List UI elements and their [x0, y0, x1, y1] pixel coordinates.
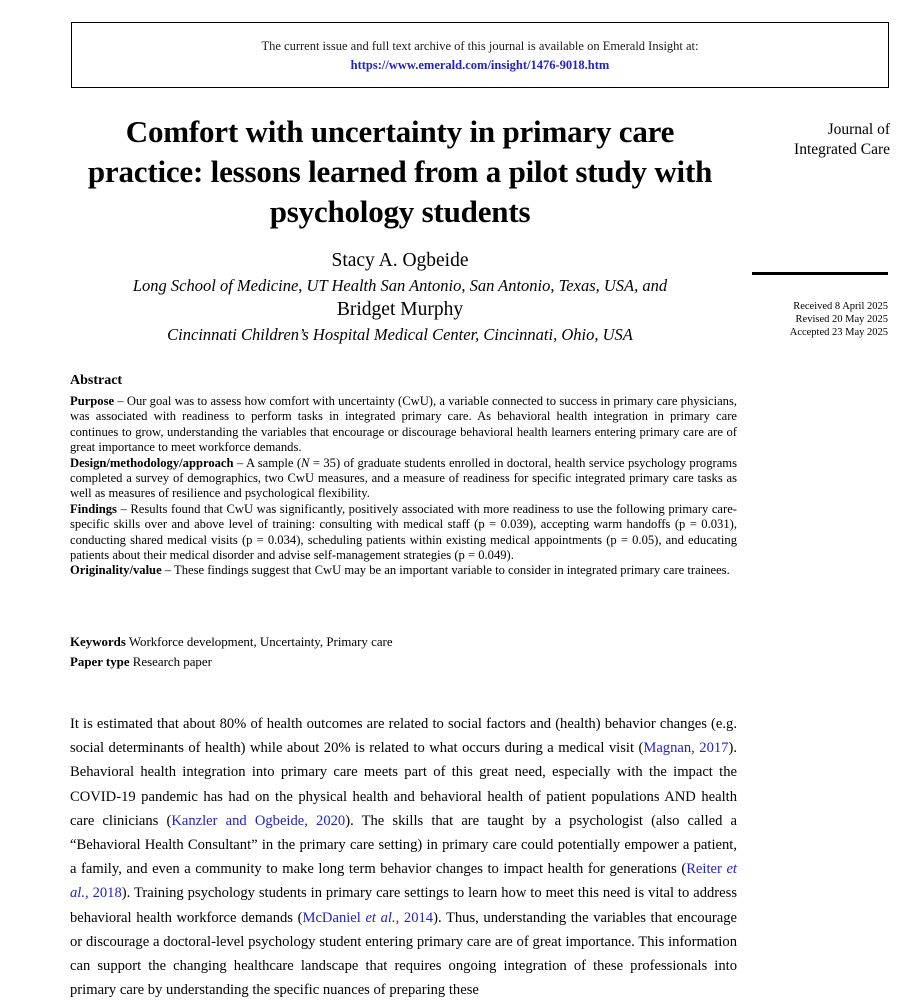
author-name-1: Stacy A. Ogbeide — [331, 250, 469, 271]
body-paragraph-1 — [70, 712, 737, 1002]
emerald-notice-box — [71, 22, 889, 88]
keywords-block — [70, 632, 737, 672]
body-text-run: ). Training psychology students in primary care settings to learn how to meet this need is vital to address behavioral health workforce demands ( — [70, 885, 737, 926]
abstract-originality-label: Originality/value — [70, 563, 162, 578]
abstract-purpose — [70, 394, 737, 456]
author-affiliation-1: Long School of Medicine, UT Health San Antonio, San Antonio, Texas, USA, and — [132, 276, 668, 295]
notice-text: The current issue and full text archive of this journal is available on Emerald Insight at: — [261, 39, 699, 53]
abstract-design-n: N — [301, 455, 310, 470]
citation-link[interactable]: Magnan, 2017 — [643, 740, 729, 757]
date-revised: Revised 20 May 2025 — [795, 314, 888, 325]
journal-title-line2: Integrated Care — [794, 141, 890, 158]
author-affiliation-2: Cincinnati Children’s Hospital Medical Center, Cincinnati, Ohio, USA — [167, 325, 633, 344]
abstract-findings-label: Findings — [70, 501, 117, 516]
abstract-purpose-text: – Our goal was to assess how comfort with uncertainty (CwU), a variable connected to success in primary care physicians, was associated with readiness to perform tasks in integrated primary care. As behavioral health integration in primary care continues to grow, understanding the variables that encourage or discourage behavioral health learners entering primary care are of great importance to meet workforce demands. — [70, 394, 737, 455]
paper-type-value: Research paper — [132, 655, 212, 669]
abstract-design-text-pre: – A sample ( — [233, 455, 302, 470]
citation-link[interactable]: Reiter et al., 2018 — [70, 861, 737, 902]
date-accepted: Accepted 23 May 2025 — [789, 327, 888, 338]
abstract-body — [70, 394, 737, 579]
publication-dates — [740, 300, 888, 339]
citation-link[interactable]: Kanzler and Ogbeide, 2020 — [171, 812, 346, 829]
date-received: Received 8 April 2025 — [793, 301, 888, 312]
keywords-label: Keywords — [70, 635, 126, 649]
body-text-run: ). Thus, understanding the variables that encourage or discourage a doctoral-level psychology student entering primary care are of great importance. This information can support the changing healthcare landscape that requires ongoing integration of these professionals into primary care by understanding the specific nuances of preparing these — [70, 909, 737, 999]
body-text-run: It is estimated that about 80% of health outcomes are related to social factors and (health) behavior changes (e.g. social determinants of health) while about 20% is related to what occurs during a medical visit ( — [70, 716, 737, 757]
page-title: Comfort with uncertainty in primary care practice: lessons learned from a pilot study with psychology students — [87, 114, 713, 229]
abstract-originality — [70, 563, 737, 578]
paper-type-row — [70, 652, 737, 672]
paper-type-label: Paper type — [70, 655, 130, 669]
abstract-design — [70, 456, 737, 502]
abstract-originality-text: – These findings suggest that CwU may be an important variable to consider in integrated primary care trainees. — [161, 563, 730, 578]
body-text-run: ). Behavioral health integration into primary care meets part of this great need, especially with the impact the COVID-19 pandemic has had on the physical health and behavioral health of patient populations AND health care clinicians ( — [70, 740, 737, 829]
divider-rule — [752, 272, 888, 275]
citation-link[interactable]: McDaniel et al., 2014 — [302, 909, 434, 926]
journal-archive-link[interactable]: https://www.emerald.com/insight/1476-9018.htm — [350, 58, 610, 72]
author-name-2: Bridget Murphy — [336, 299, 464, 320]
abstract-purpose-label: Purpose — [70, 394, 115, 408]
journal-title-line1: Journal of — [827, 121, 890, 138]
abstract-findings — [70, 502, 737, 564]
keywords-value: Workforce development, Uncertainty, Primary care — [128, 635, 393, 649]
keywords-row — [70, 632, 737, 652]
abstract-design-label: Design/methodology/approach — [70, 455, 234, 470]
body-text-run: ). The skills that are taught by a psychologist (also called a “Behavioral Health Consultant” in the primary care setting) in primary care could potentially empower a patient, a family, and even a community to make long term behavior changes to impact health for generations ( — [70, 812, 737, 878]
journal-title — [740, 120, 890, 160]
abstract-design-text-post: = 35) of graduate students enrolled in doctoral, health service psychology programs completed a survey of demographics, two CwU measures, and a measure of readiness for specific integrated primary care tasks as well as measures of resilience and psychological flexibility. — [70, 455, 737, 501]
author-block — [60, 248, 740, 346]
abstract-findings-text: – Results found that CwU was significantly, positively associated with more readiness to use the following primary care-specific skills over and above level of training: consulting with medical staff (p = 0.039), accepting warm handoffs (p = 0.031), conducting shared medical visits (p = 0.034), scheduling patients within existing medical appointments (p = 0.05), and educating patients about their medical disorder and advise self-management strategies (p = 0.049). — [70, 501, 737, 563]
abstract-heading: Abstract — [70, 373, 123, 388]
